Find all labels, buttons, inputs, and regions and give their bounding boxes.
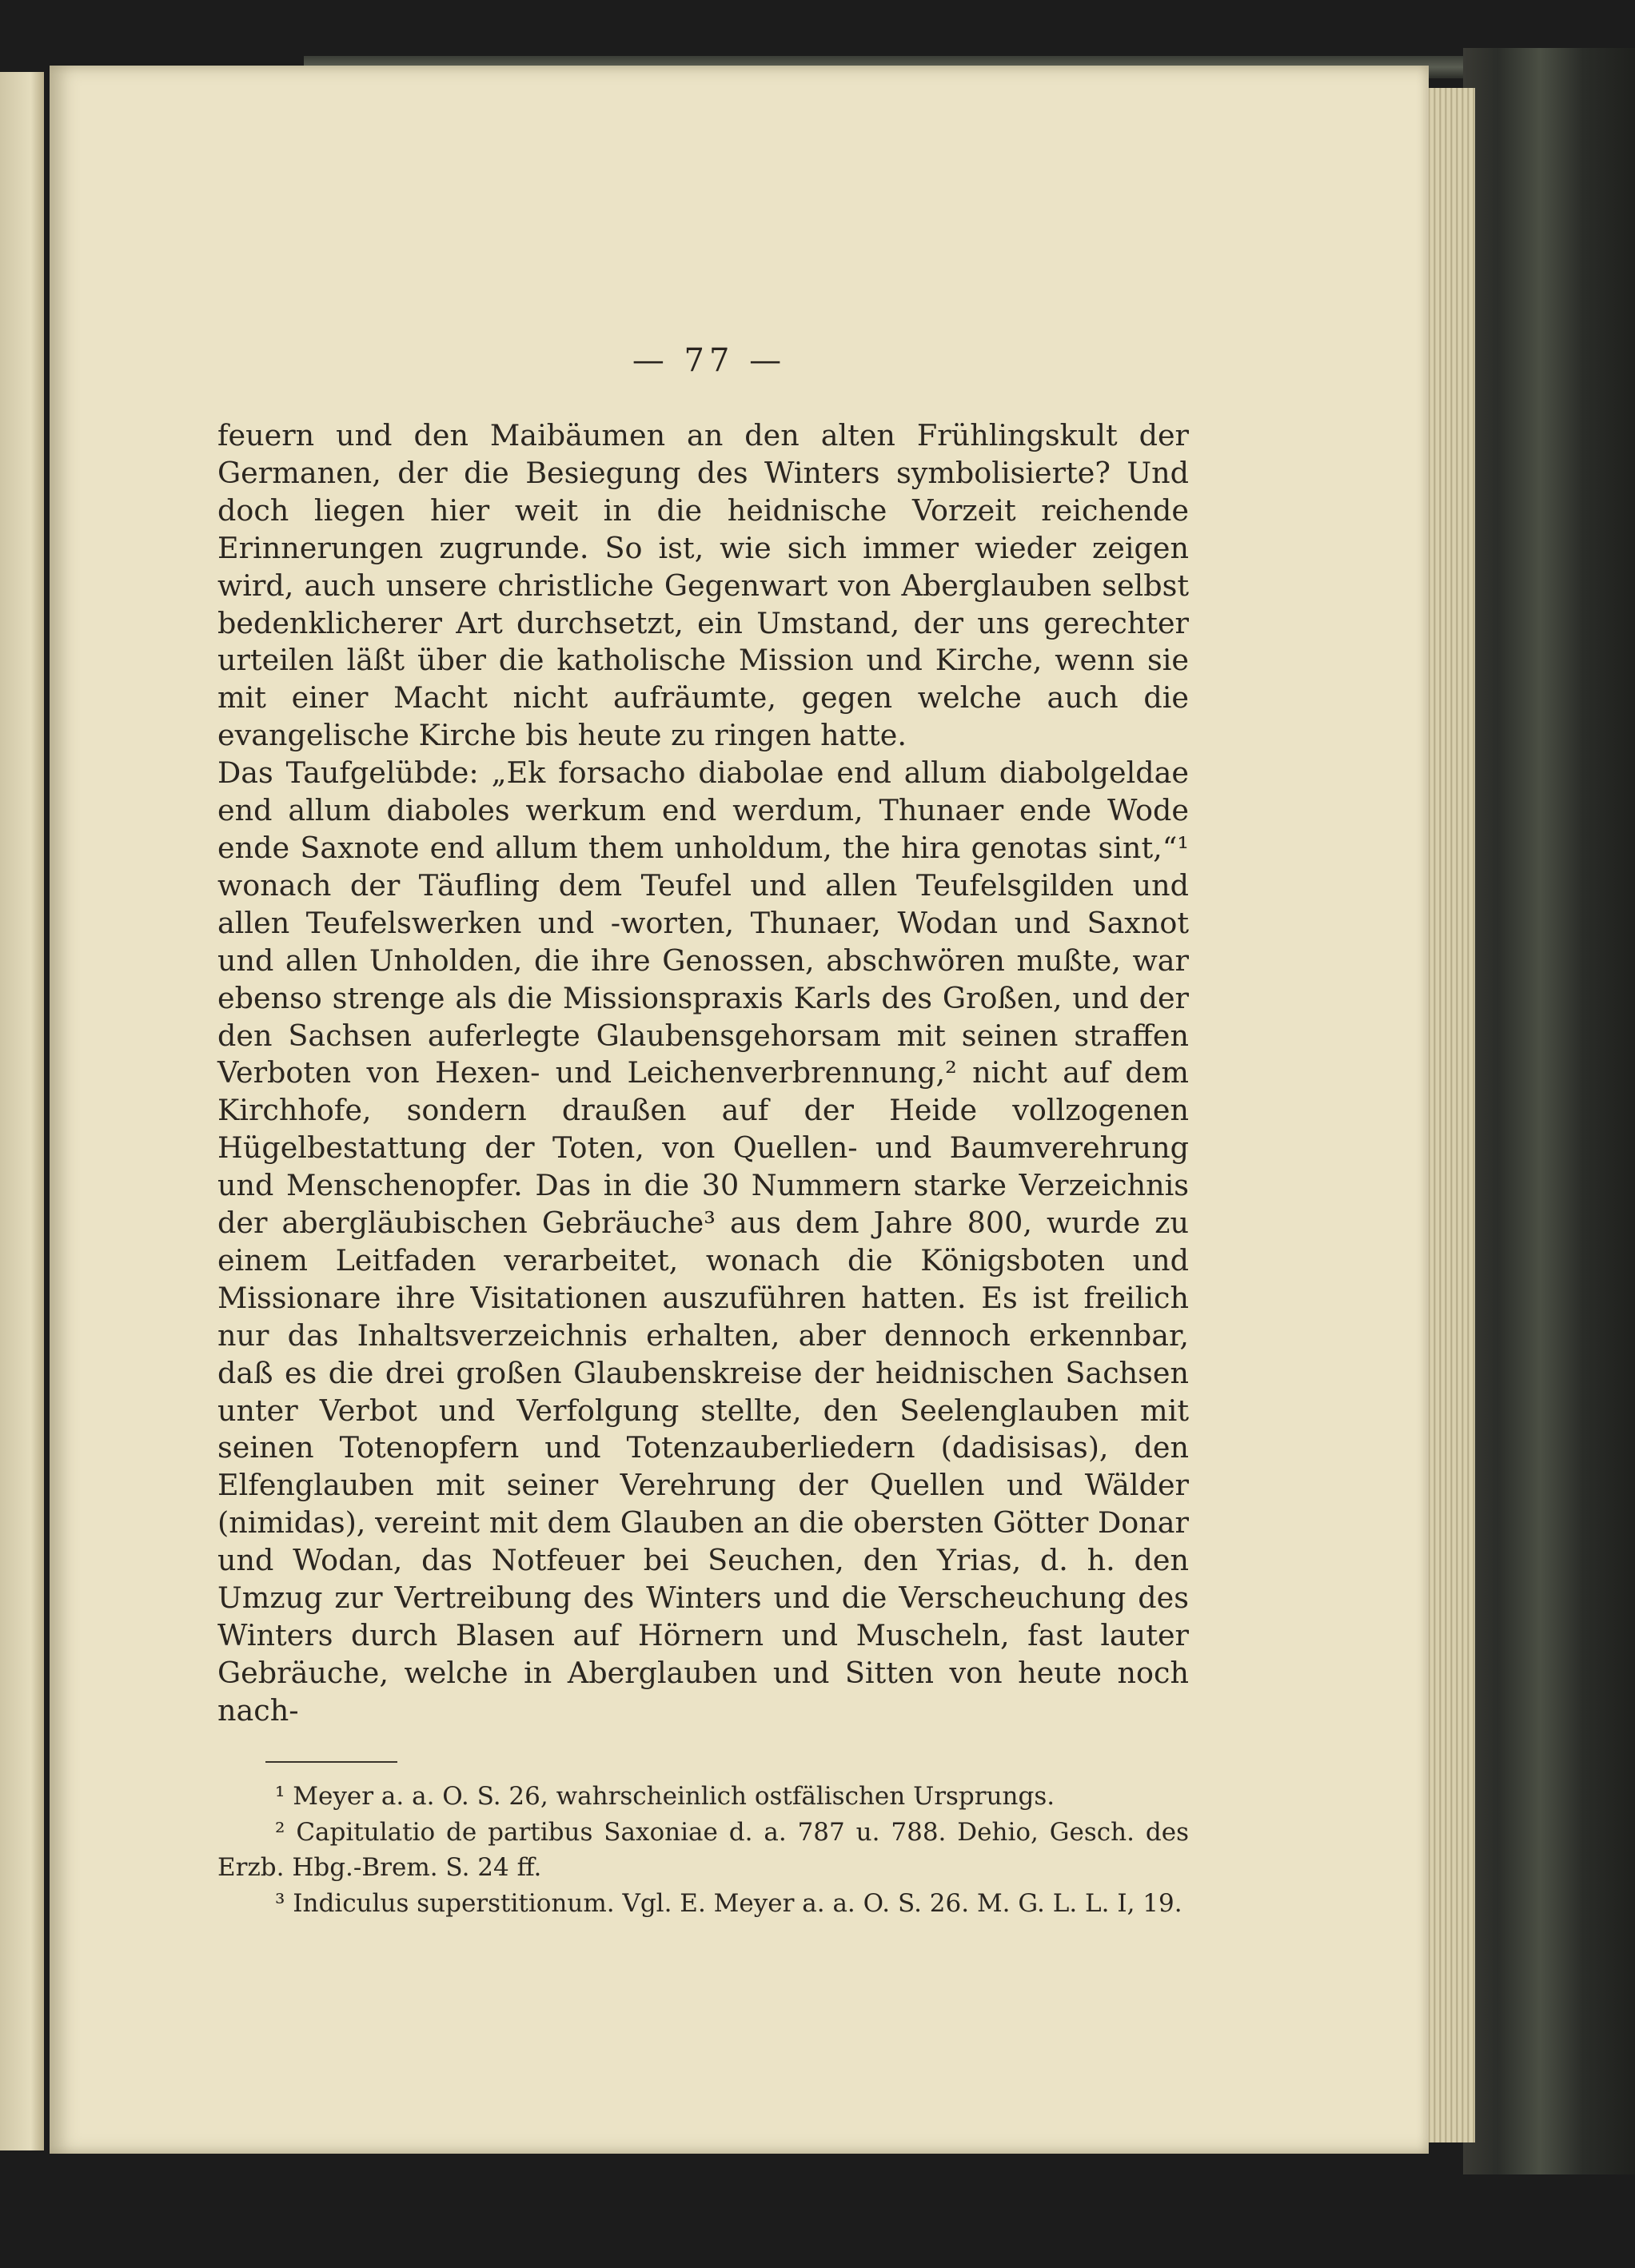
footnotes (217, 1779, 1189, 1921)
previous-page-edge (0, 72, 44, 2150)
paragraph: Das Taufgelübde: „Ek forsacho diabolae end allum diabolgeldae end allum diaboles werkum end werdum, Thunaer ende Wode ende Saxnote end allum them unholdum, the hira genotas sint,“¹ wonach der Täufling dem Teufel und allen Teufelsgilden und allen Teufelswerken und -worten, Thunaer, Wodan und Saxnot und allen Unholden, die ihre Genossen, abschwören mußte, war ebenso strenge als die Missionspraxis Karls des Großen, und der den Sachsen auferlegte Glaubensgehorsam mit seinen straffen Verboten von Hexen- und Leichenverbrennung,² nicht auf dem Kirchhofe, sondern draußen auf der Heide vollzogenen Hügelbestattung der Toten, von Quellen- und Baumverehrung und Menschenopfer. Das in die 30 Nummern starke Verzeichnis der abergläubischen Gebräuche³ aus dem Jahre 800, wurde zu einem Leitfaden verarbeitet, wonach die Königsboten und Missionare ihre Visitationen auszuführen hatten. Es ist freilich nur das Inhaltsverzeichnis erhalten, aber dennoch erkennbar, daß es die drei großen Glaubenskreise der heidnischen Sachsen unter Verbot und Verfolgung stellte, den Seelenglauben mit seinen Totenopfern und Totenzauberliedern (dadisisas), den Elfenglauben mit seiner Verehrung der Quellen und Wälder (nimidas), vereint mit dem Glauben an die obersten Götter Donar und Wodan, das Notfeuer bei Seuchen, den Yrias, d. h. den Umzug zur Vertreibung des Winters und die Verscheuchung des Winters durch Blasen auf Hörnern und Muscheln, fast lauter Gebräuche, welche in Aberglauben und Sitten von heute noch nach- (217, 755, 1189, 1728)
book-page (50, 66, 1429, 2154)
footnote-separator (265, 1761, 397, 1763)
book-cover-spine (1463, 48, 1635, 2174)
footnote: ³ Indiculus superstitionum. Vgl. E. Meyer a. a. O. S. 26. M. G. L. L. I, 19. (275, 1888, 1182, 1918)
footnote: ¹ Meyer a. a. O. S. 26, wahrscheinlich ostfälischen Ursprungs. (275, 1782, 1055, 1811)
body-text (217, 417, 1189, 1730)
page-number: — 77 — (632, 342, 787, 379)
footnote: ² Capitulatio de partibus Saxoniae d. a. 787 u. 788. Dehio, Gesch. des Erzb. Hbg.-Brem. S. 24 ff. (217, 1817, 1189, 1883)
paragraph: feuern und den Maibäumen an den alten Frühlingskult der Germanen, der die Besiegung des Winters symbolisierte? Und doch liegen hier weit in die heidnische Vorzeit reichende Erinnerungen zugrunde. So ist, wie sich immer wieder zeigen wird, auch unsere christliche Gegenwart von Aberglauben selbst bedenklicherer Art durchsetzt, ein Umstand, der uns gerechter urteilen läßt über die katholische Mission und Kirche, wenn sie mit einer Macht nicht aufräumte, gegen welche auch die evangelische Kirche bis heute zu ringen hatte. (217, 418, 1189, 753)
